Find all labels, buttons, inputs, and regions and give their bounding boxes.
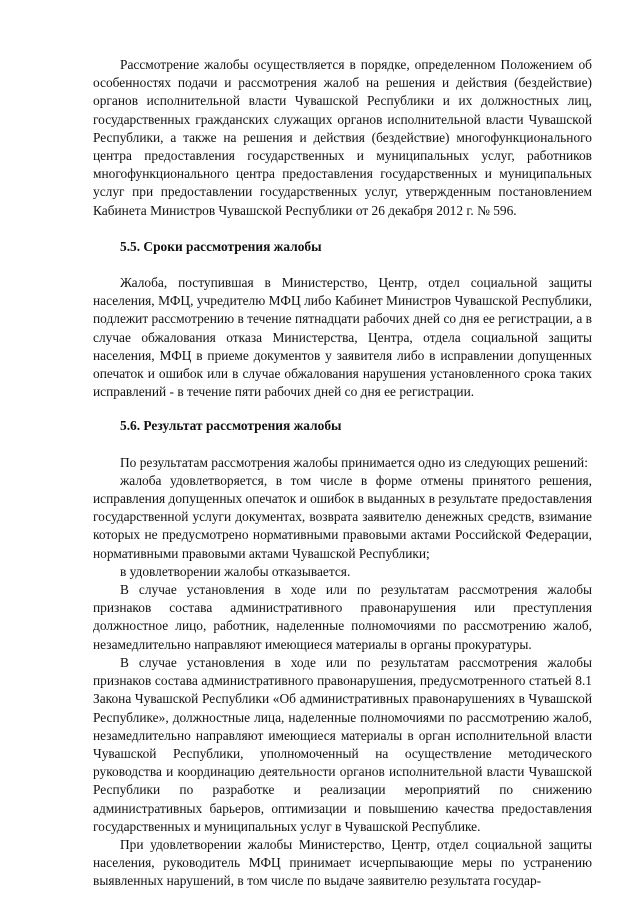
section-heading-5-6: 5.6. Результат рассмотрения жалобы xyxy=(120,418,342,434)
paragraph-complaint-satisfied: жалоба удовлетворяется, в том числе в форме отмены принятого решения, исправления допущенных опечаток и ошибок в выданных в результате предоставления государственной услуги документах, возврата заявителю денежных средств, взимание которых не предусмотрено нормативными правовыми актами Российской Федерации, нормативными правовыми актами Чувашской Республики; xyxy=(93,472,592,561)
paragraph-review-terms: Жалоба, поступившая в Министерство, Центр, отдел социальной защиты населения, МФЦ, учредителю МФЦ либо Кабинет Министров Чувашской Республики, подлежит рассмотрению в течение пятнадцати рабочих дней со дня ее регистрации, а в случае обжалования отказа Министерства, Центра, отдела социальной защиты населения, МФЦ в приеме документов у заявителя либо в исправлении допущенных опечаток и ошибок или в случае обжалования нарушения установленного срока таких исправлений - в течение пяти рабочих дней со дня ее регистрации. xyxy=(93,275,592,400)
paragraph-complaint-rejected: в удовлетворении жалобы отказывается. xyxy=(120,563,351,579)
paragraph-complaint-procedure: Рассмотрение жалобы осуществляется в порядке, определенном Положением об особенностях подачи и рассмотрения жалоб на решения и действия (бездействие) органов исполнительной власти Чувашской Республики и их должностных лиц, государственных гражданских служащих органов исполнительной власти Чувашской Республики, а также на решения и действия (бездействие) многофункционального центра предоставления государственных и муниципальных услуг, работников многофункционального центра предоставления государственных и муниципальных услуг при предоставлении государственных услуг, утвержденным постановлением Кабинета Министров Чувашской Республики от 26 декабря 2012 г. № 596. xyxy=(93,57,592,218)
section-heading-5-5: 5.5. Сроки рассмотрения жалобы xyxy=(120,238,322,254)
paragraph-decision-intro: По результатам рассмотрения жалобы принимается одно из следующих решений: xyxy=(120,454,588,470)
paragraph-prosecution-referral: В случае установления в ходе или по результатам рассмотрения жалобы признаков состава административного правонарушения или преступления должностное лицо, работник, наделенные полномочиями по рассмотрению жалоб, незамедлительно направляют имеющиеся материалы в органы прокуратуры. xyxy=(93,582,592,652)
paragraph-remedy-measures: При удовлетворении жалобы Министерство, Центр, отдел социальной защиты населения, руководитель МФЦ принимает исчерпывающие меры по устранению выявленных нарушений, в том числе по выдаче заявителю результата государ- xyxy=(93,836,592,889)
document-body xyxy=(93,56,592,891)
paragraph-administrative-referral: В случае установления в ходе или по результатам рассмотрения жалобы признаков состава административного правонарушения, предусмотренного статьей 8.1 Закона Чувашской Республики «Об административных правонарушениях в Чувашской Республике», должностные лица, наделенные полномочиями по рассмотрению жалоб, незамедлительно направляют имеющиеся материалы в орган исполнительной власти Чувашской Республики, уполномоченный на осуществление методического руководства и координацию деятельности органов исполнительной власти Чувашской Республики по разработке и реализации мероприятий по снижению административных барьеров, оптимизации и повышению качества предоставления государственных и муниципальных услуг в Чувашской Республике. xyxy=(93,654,592,834)
